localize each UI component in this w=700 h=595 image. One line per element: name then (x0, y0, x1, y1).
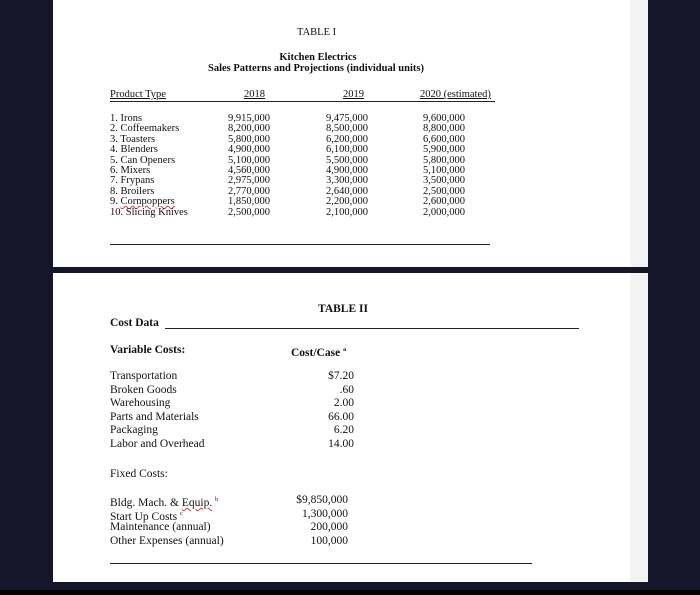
variable-cost-value: 66.00 (328, 410, 354, 423)
variable-costs-label: Variable Costs: (110, 344, 186, 356)
value-2020: 8,800,000 (423, 123, 465, 135)
header-rule (110, 101, 495, 102)
fixed-cost-item: Maintenance (annual) (110, 521, 211, 534)
value-2019: 8,500,000 (326, 123, 368, 135)
variable-cost-value: $7.20 (328, 370, 354, 382)
value-2020: 5,800,000 (423, 154, 465, 166)
fixed-cost-value: 1,300,000 (302, 507, 348, 520)
value-2018: 5,800,000 (228, 133, 270, 145)
product-name: 6. Mixers (110, 164, 151, 176)
variable-cost-value: 2.00 (333, 397, 354, 410)
table-1-subtitle: Sales Patterns and Projections (individual units) (208, 63, 424, 74)
page-edge-strip (630, 273, 648, 582)
variable-cost-item: Broken Goods (110, 383, 177, 396)
value-2019: 9,475,000 (326, 113, 368, 124)
variable-cost-item: Transportation (110, 370, 178, 382)
fixed-cost-value: $9,850,000 (296, 494, 348, 506)
value-2019: 2,200,000 (326, 196, 368, 208)
product-name: 2. Coffeemakers (110, 123, 180, 135)
column-2020 (423, 114, 465, 218)
cost-data-rule (165, 328, 579, 329)
fixed-costs-label: Fixed Costs: (110, 468, 168, 480)
header-2018: 2018 (244, 89, 265, 100)
table-1-company: Kitchen Electrics (279, 52, 357, 63)
value-2018: 2,975,000 (228, 175, 270, 187)
value-2018: 8,200,000 (228, 123, 270, 135)
variable-cost-value: .60 (339, 383, 354, 396)
value-2019: 2,100,000 (326, 206, 368, 218)
variable-items (110, 371, 205, 453)
value-2020: 2,000,000 (423, 206, 465, 218)
header-2019: 2019 (343, 89, 364, 100)
fixed-cost-item: Bldg. Mach. & Equip. $^b$ (110, 496, 219, 509)
column-2019 (326, 114, 368, 218)
spellcheck-word: Equip. (181, 496, 213, 509)
fixed-cost-item: Start Up Costs $^c$ (110, 510, 183, 523)
value-2018: 5,100,000 (228, 154, 270, 166)
value-2019: 2,640,000 (326, 185, 368, 197)
value-2020: 5,100,000 (423, 164, 465, 176)
value-2018: 9,915,000 (228, 113, 270, 124)
product-name: 9. Cornpoppers (110, 196, 175, 208)
value-2019: 4,900,000 (326, 164, 368, 176)
product-name: 4. Blenders (110, 144, 158, 156)
value-2020: 6,600,000 (423, 133, 465, 145)
variable-cost-value: 14.00 (328, 437, 354, 450)
value-2018: 2,770,000 (228, 185, 270, 197)
value-2019: 3,300,000 (326, 175, 368, 187)
value-2019: 6,100,000 (326, 144, 368, 156)
value-2020: 5,900,000 (423, 144, 465, 156)
value-2018: 4,560,000 (228, 164, 270, 176)
variable-cost-item: Parts and Materials (110, 410, 199, 423)
column-2018 (228, 114, 270, 218)
product-name: 5. Can Openers (110, 154, 176, 166)
value-2018: 4,900,000 (228, 144, 270, 156)
value-2020: 2,500,000 (423, 185, 465, 197)
fixed-cost-item: Other Expenses (annual) (110, 534, 224, 547)
value-2019: 6,200,000 (326, 133, 368, 145)
value-2018: 2,500,000 (228, 206, 270, 218)
variable-values (289, 371, 354, 453)
fixed-cost-value: 100,000 (310, 534, 348, 547)
variable-cost-value: 6.20 (333, 424, 354, 437)
variable-cost-item: Labor and Overhead (110, 437, 205, 450)
variable-cost-item: Warehousing (110, 397, 171, 410)
value-2020: 3,500,000 (423, 175, 465, 187)
cost-case-header: Cost/Case $^a$ (291, 346, 347, 359)
product-name: 3. Toasters (110, 133, 156, 145)
table-2-page (53, 273, 648, 582)
value-2018: 1,850,000 (228, 196, 270, 208)
product-name: 1. Irons (110, 113, 143, 124)
product-name: 8. Broilers (110, 185, 155, 197)
table-2-label: TABLE II (318, 303, 368, 315)
value-2020: 2,600,000 (423, 196, 465, 208)
header-2020: 2020 (estimated) (420, 89, 491, 100)
fixed-items (110, 495, 224, 549)
footnote-marker: c (179, 510, 183, 517)
table-2-footer-rule (110, 563, 532, 564)
spellcheck-word: Cornpoppers (120, 196, 175, 208)
table-1-label: TABLE I (297, 27, 337, 38)
value-2019: 5,500,000 (326, 154, 368, 166)
footnote-marker: b (215, 497, 219, 503)
page-edge-strip (630, 0, 648, 267)
cost-data-label: Cost Data (110, 317, 159, 329)
product-name: 10. Slicing Knives (110, 206, 188, 218)
header-product-type: Product Type (110, 89, 166, 100)
product-column (110, 114, 188, 218)
value-2020: 9,600,000 (423, 113, 465, 124)
fixed-cost-value: 200,000 (310, 521, 348, 534)
table-1-page (53, 0, 648, 267)
fixed-values (273, 495, 348, 549)
product-name: 7. Frypans (110, 175, 155, 187)
bottom-bar (0, 590, 700, 595)
footer-rule (110, 244, 490, 245)
variable-cost-item: Packaging (110, 424, 158, 437)
